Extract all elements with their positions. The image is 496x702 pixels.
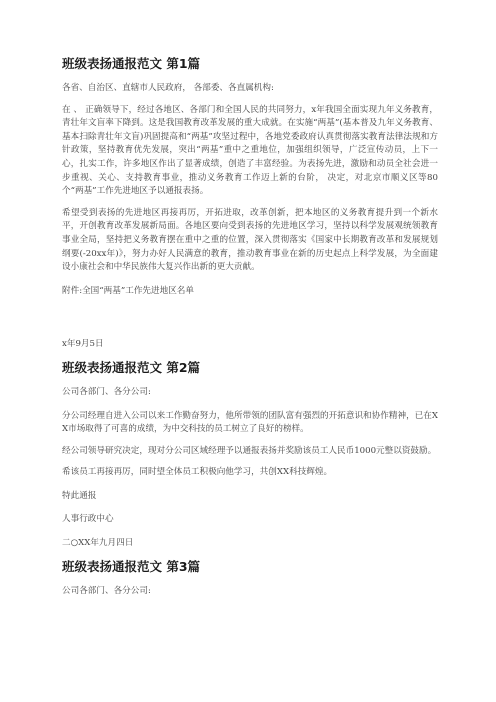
section-2-paragraph-2: 经公司领导研究决定，现对分公司区域经理予以通报表扬并奖励该员工人民币1000元整以资鼓励。 (62, 445, 437, 456)
section-2-paragraph-3: 希该员工再接再厉，同时望全体员工积极向他学习，共创XX科技辉煌。 (62, 467, 333, 478)
section-3-title: 班级表扬通报范文 第3篇 (62, 558, 201, 574)
section-2-salutation: 公司各部门、各分公司: (62, 386, 151, 397)
document-content (62, 56, 438, 598)
section-1-date: x年9月5日 (62, 339, 104, 350)
section-2-closing: 特此通报 (62, 490, 97, 501)
section-2 (62, 360, 438, 551)
section-2-paragraph-1: 分公司经理自进入公司以来工作勤奋努力，他所带领的团队富有强烈的开拓意识和协作精神，已在XX市场取得了可喜的成绩，为中交科技的员工树立了良好的榜样。 (62, 410, 438, 435)
section-1-salutation: 各省、自治区、直辖市人民政府， 各部委、各直属机构: (62, 83, 274, 93)
section-1-title: 班级表扬通报范文 第1篇 (62, 56, 201, 71)
section-1-paragraph-2: 希望受到表扬的先进地区再接再厉，开拓进取，改革创新，把本地区的义务教育提升到一个新水平，开创教育改革发展新局面。各地区要向受到表扬的先进地区学习，坚持以科学发展观统领教育事业全局，坚持把义务教育摆在重中之重的位置，深入贯彻落实《国家中长期教育改革和发展规划纲要(-20xx年)》，努力办好人民满意的教育，推动教育事业在新的历史起点上科学发展，为全面建设小康社会和中华民族伟大复兴作出新的更大贡献。 (62, 207, 438, 273)
section-2-title: 班级表扬通报范文 第2篇 (62, 359, 201, 375)
section-1 (62, 56, 438, 352)
section-2-date: 二○XX年九月四日 (62, 538, 134, 549)
section-3 (62, 559, 438, 599)
section-2-signature: 人事行政中心 (62, 514, 114, 525)
section-1-attachment: 附件:全国“两基”工作先进地区名单 (62, 285, 194, 296)
section-3-salutation: 公司各部门、各分公司: (62, 585, 151, 596)
section-1-paragraph-1: 在 、 正确领导下，经过各地区、各部门和全国人民的共同努力，x年我国全面实现九年义务教育，青壮年文盲率下降到。这是我国教育改革发展的重大成就。在实施“两基”(基本普及九年义务教育、基本扫除青壮年文盲)巩固提高和“两基”攻坚过程中，各地党委政府认真贯彻落实教育法律法规和方针政策，坚持教育优先发展，突出“两基”重中之重地位，加强组织领导，广泛宣传动员，上下一心，扎实工作，许多地区作出了显著成绩，创造了丰富经验。为表扬先进，激励和动员全社会进一步重视、关心、支持教育事业，推动义务教育工作迈上新的台阶， 决定，对北京市顺义区等80个“两基”工作先进地区予以通报表扬。 (62, 104, 438, 197)
